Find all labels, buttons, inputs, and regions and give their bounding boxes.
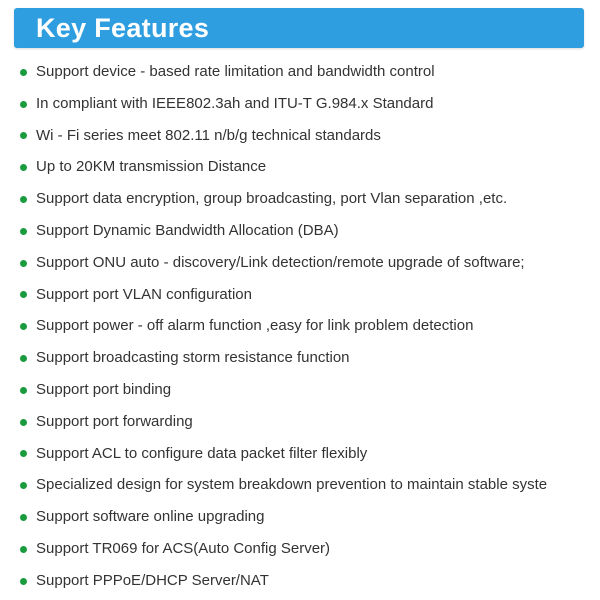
bullet-dot-icon [20, 132, 27, 139]
feature-list [0, 56, 600, 597]
feature-text: Support power - off alarm function ,easy for link problem detection [36, 317, 474, 335]
bullet-dot-icon [20, 164, 27, 171]
feature-text: Support port binding [36, 380, 172, 398]
bullet-dot-icon [20, 101, 27, 108]
feature-text: Support broadcasting storm resistance function [36, 349, 350, 367]
list-item [0, 565, 600, 597]
bullet-dot-icon [20, 228, 27, 235]
key-features-header [14, 8, 584, 48]
list-item [0, 406, 600, 438]
list-item [0, 438, 600, 470]
bullet-dot-icon [20, 387, 27, 394]
list-item [0, 533, 600, 565]
feature-text: Up to 20KM transmission Distance [36, 158, 267, 176]
list-item [0, 56, 600, 88]
feature-text: Support PPPoE/DHCP Server/NAT [36, 571, 269, 589]
feature-text: Support port forwarding [36, 412, 193, 430]
feature-text: Specialized design for system breakdown prevention to maintain stable syste [36, 476, 548, 494]
bullet-dot-icon [20, 419, 27, 426]
list-item [0, 469, 600, 501]
list-item [0, 310, 600, 342]
feature-text: Support Dynamic Bandwidth Allocation (DBA) [36, 221, 339, 239]
bullet-dot-icon [20, 323, 27, 330]
bullet-dot-icon [20, 482, 27, 489]
list-item [0, 88, 600, 120]
list-item [0, 374, 600, 406]
bullet-dot-icon [20, 450, 27, 457]
bullet-dot-icon [20, 69, 27, 76]
feature-text: Support software online upgrading [36, 508, 265, 526]
feature-text: In compliant with IEEE802.3ah and ITU-T G.984.x Standard [36, 94, 434, 112]
bullet-dot-icon [20, 291, 27, 298]
feature-text: Support ACL to configure data packet filter flexibly [36, 444, 368, 462]
bullet-dot-icon [20, 546, 27, 553]
list-item [0, 501, 600, 533]
list-item [0, 151, 600, 183]
feature-text: Wi - Fi series meet 802.11 n/b/g technical standards [36, 126, 381, 144]
list-item [0, 342, 600, 374]
feature-text: Support data encryption, group broadcasting, port Vlan separation ,etc. [36, 190, 508, 208]
list-item [0, 279, 600, 311]
feature-text: Support ONU auto - discovery/Link detection/remote upgrade of software; [36, 253, 525, 271]
list-item [0, 247, 600, 279]
bullet-dot-icon [20, 196, 27, 203]
bullet-dot-icon [20, 514, 27, 521]
feature-text: Support port VLAN configuration [36, 285, 252, 303]
bullet-dot-icon [20, 260, 27, 267]
feature-text: Support device - based rate limitation and bandwidth control [36, 63, 435, 80]
page-title: Key Features [36, 13, 210, 43]
bullet-dot-icon [20, 355, 27, 362]
bullet-dot-icon [20, 578, 27, 585]
list-item [0, 120, 600, 152]
list-item [0, 183, 600, 215]
feature-text: Support TR069 for ACS(Auto Config Server) [36, 539, 331, 557]
list-item [0, 215, 600, 247]
